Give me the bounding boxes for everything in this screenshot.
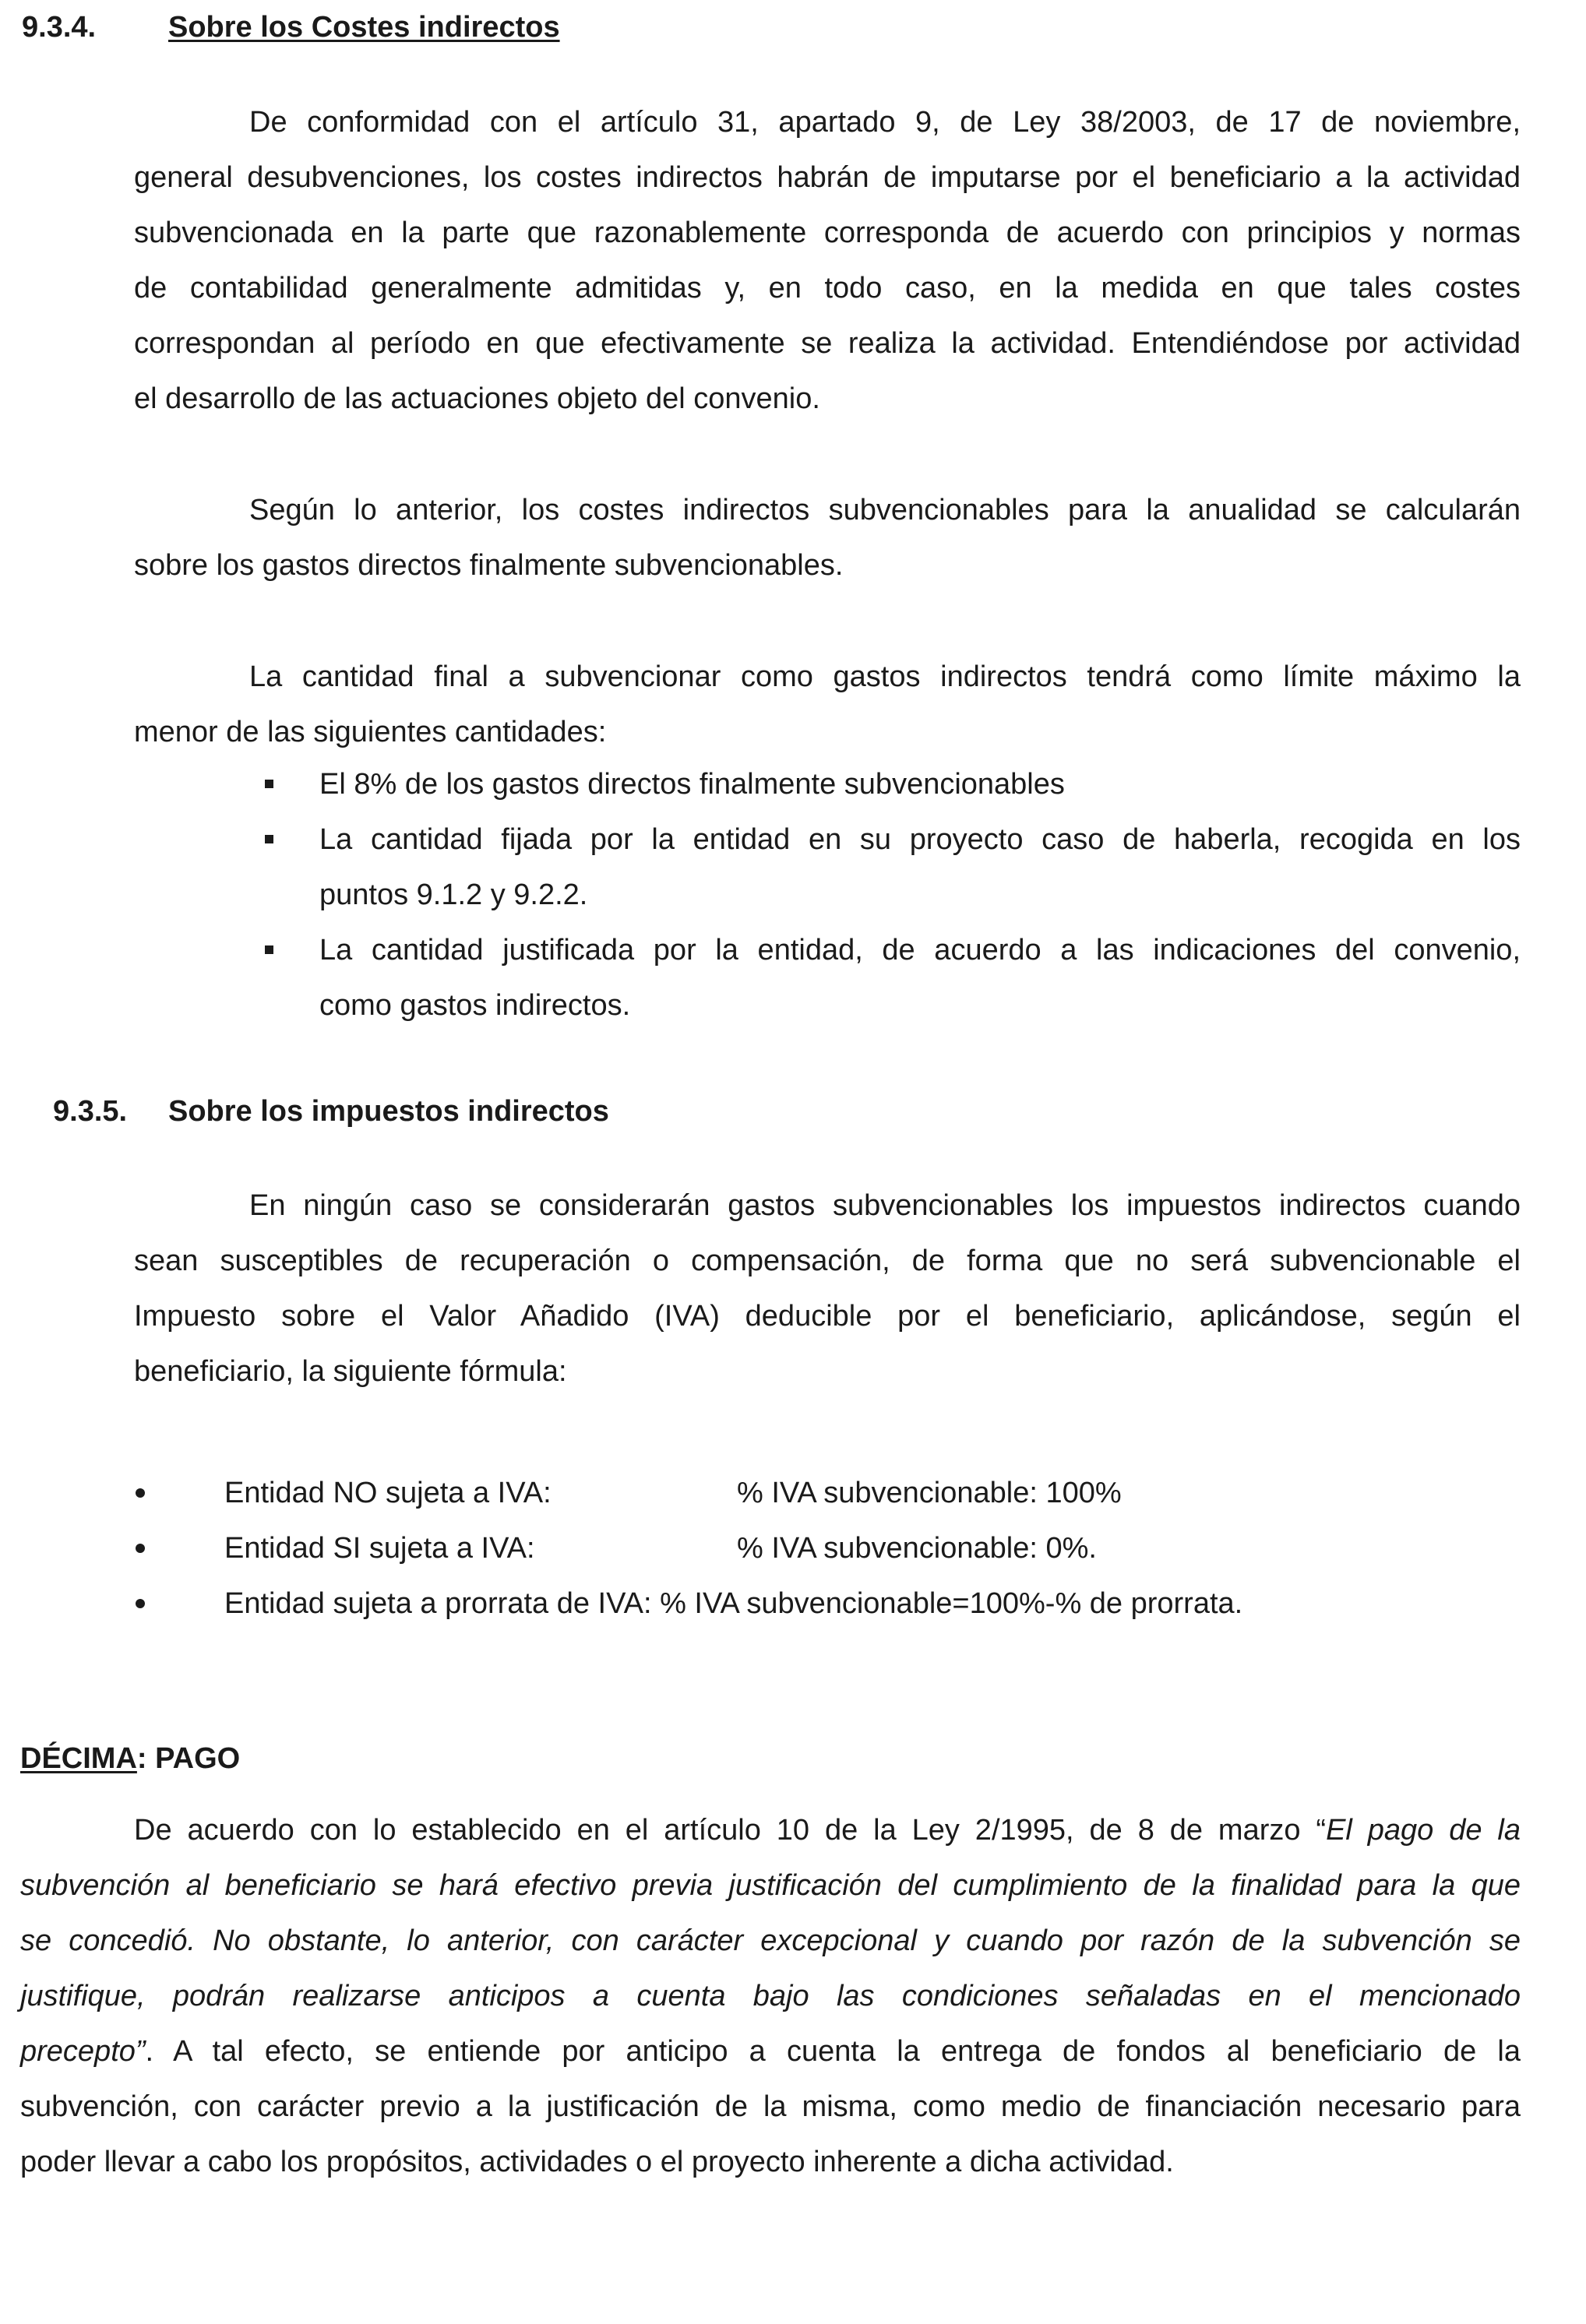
paragraph-line: correspondan al período en que efectivamente se realiza la actividad. Entendiéndose por actividad [134, 327, 1521, 360]
paragraph-line: subvención al beneficiario se hará efectivo previa justificación del cumplimiento de la finalidad para la que [20, 1869, 1521, 1902]
section-title-impuestos-indirectos: Sobre los impuestos indirectos [168, 1095, 609, 1128]
list-item-continuation: como gastos indirectos. [319, 989, 631, 1022]
section-number-9-3-5: 9.3.5. [53, 1095, 128, 1128]
section-title-costes-indirectos: Sobre los Costes indirectos [168, 11, 560, 44]
iva-label: Entidad SI sujeta a IVA: [224, 1532, 535, 1565]
paragraph-line: subvencionada en la parte que razonablemente corresponda de acuerdo con principios y normas [134, 217, 1521, 249]
paragraph-line: sobre los gastos directos finalmente subvencionables. [134, 549, 844, 582]
paragraph-line: menor de las siguientes cantidades: [134, 716, 607, 748]
paragraph-line: En ningún caso se considerarán gastos subvencionables los impuestos indirectos cuando [249, 1189, 1521, 1222]
square-bullet-icon [265, 835, 273, 843]
italic-run: precepto” [20, 2035, 146, 2068]
square-bullet-icon [265, 945, 273, 954]
iva-label: Entidad NO sujeta a IVA: [224, 1477, 552, 1509]
paragraph-line: sean susceptibles de recuperación o compensación, de forma que no será subvencionable el [134, 1245, 1521, 1277]
list-item-continuation: puntos 9.1.2 y 9.2.2. [319, 879, 588, 911]
paragraph-line: La cantidad final a subvencionar como gastos indirectos tendrá como límite máximo la [249, 660, 1521, 693]
text-run: De acuerdo con lo establecido en el artículo 10 de la Ley 2/1995, de 8 de marzo “ [134, 1814, 1327, 1847]
section-number-9-3-4: 9.3.4. [22, 11, 97, 44]
text-run: . A tal efecto, se entiende por anticipo a cuenta la entrega de fondos al beneficiario de la [145, 2035, 1521, 2068]
round-bullet-icon [136, 1599, 145, 1608]
iva-value: % IVA subvencionable: 100% [737, 1477, 1122, 1509]
italic-run: El pago de la [1326, 1814, 1521, 1847]
clause-heading-pago: : PAGO [136, 1742, 241, 1775]
paragraph-line: beneficiario, la siguiente fórmula: [134, 1355, 567, 1388]
paragraph-line: subvención, con carácter previo a la justificación de la misma, como medio de financiación necesario para [20, 2090, 1521, 2123]
list-item: La cantidad justificada por la entidad, de acuerdo a las indicaciones del convenio, [319, 934, 1521, 967]
paragraph-line: justifique, podrán realizarse anticipos a cuenta bajo las condiciones señaladas en el mencionado [20, 1980, 1521, 2012]
list-item: El 8% de los gastos directos finalmente subvencionables [319, 768, 1065, 801]
iva-label: Entidad sujeta a prorrata de IVA: [224, 1587, 652, 1620]
paragraph-line: el desarrollo de las actuaciones objeto del convenio. [134, 382, 820, 415]
square-bullet-icon [265, 780, 273, 788]
paragraph-line [134, 1812, 1521, 1848]
paragraph-line: De conformidad con el artículo 31, apartado 9, de Ley 38/2003, de 17 de noviembre, [249, 106, 1521, 139]
iva-value: % IVA subvencionable=100%-% de prorrata. [660, 1587, 1243, 1620]
clause-heading-decima: DÉCIMA [20, 1742, 137, 1775]
list-item: La cantidad fijada por la entidad en su proyecto caso de haberla, recogida en los [319, 823, 1521, 856]
paragraph-line: se concedió. No obstante, lo anterior, con carácter excepcional y cuando por razón de la subvención se [20, 1924, 1521, 1957]
round-bullet-icon [136, 1544, 145, 1553]
iva-row [224, 1586, 1242, 1622]
round-bullet-icon [136, 1488, 145, 1498]
paragraph-line: poder llevar a cabo los propósitos, actividades o el proyecto inherente a dicha actividad. [20, 2146, 1174, 2178]
paragraph-line [20, 2034, 1521, 2069]
clause-heading [20, 1741, 240, 1776]
paragraph-line: general desubvenciones, los costes indirectos habrán de imputarse por el beneficiario a la actividad [134, 161, 1521, 194]
paragraph-line: Según lo anterior, los costes indirectos subvencionables para la anualidad se calcularán [249, 494, 1521, 526]
paragraph-line: de contabilidad generalmente admitidas y, en todo caso, en la medida en que tales costes [134, 272, 1521, 305]
paragraph-line: Impuesto sobre el Valor Añadido (IVA) deducible por el beneficiario, aplicándose, según el [134, 1300, 1521, 1333]
iva-value: % IVA subvencionable: 0%. [737, 1532, 1097, 1565]
